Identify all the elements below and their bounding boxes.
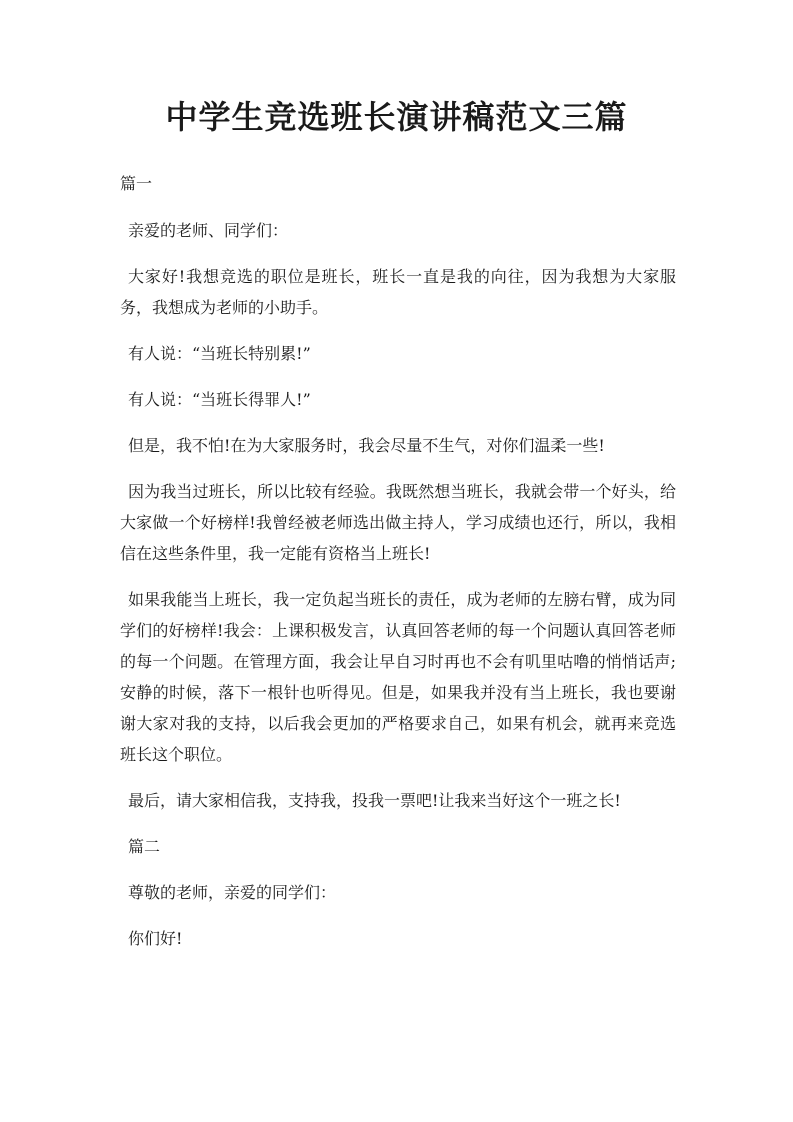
section-heading-1: 篇一 <box>120 174 153 193</box>
body-paragraph: 因为我当过班长，所以比较有经验。我既然想当班长，我就会带一个好头，给大家做一个好榜样!我曾经被老师选出做主持人，学习成绩也还行，所以，我相信在这些条件里，我一定能有资格当上班长! <box>120 482 676 563</box>
body-paragraph: 有人说：“当班长得罪人!” <box>128 390 311 409</box>
document-body <box>120 168 676 969</box>
body-paragraph: 但是，我不怕!在为大家服务时，我会尽量不生气，对你们温柔一些! <box>128 436 605 455</box>
body-paragraph: 大家好!我想竞选的职位是班长，班长一直是我的向往，因为我想为大家服务，我想成为老师的小助手。 <box>120 267 676 317</box>
body-paragraph: 如果我能当上班长，我一定负起当班长的责任，成为老师的左膀右臂，成为同学们的好榜样!我会：上课积极发言，认真回答老师的每一个问题认真回答老师的每一个问题。在管理方面，我会让早自习时再也不会有叽里咕噜的悄悄话声;安静的时候，落下一根针也听得见。但是，如果我并没有当上班长，我也要谢谢大家对我的支持，以后我会更加的严格要求自己，如果有机会，就再来竞选班长这个职位。 <box>120 590 676 764</box>
body-paragraph: 你们好! <box>128 929 183 948</box>
body-paragraph: 有人说：“当班长特别累!” <box>128 344 311 363</box>
section-heading-2: 篇二 <box>128 837 161 856</box>
document-title: 中学生竞选班长演讲稿范文三篇 <box>165 98 628 136</box>
salutation-1: 亲爱的老师、同学们： <box>128 221 289 240</box>
body-paragraph: 最后，请大家相信我，支持我，投我一票吧!让我来当好这个一班之长! <box>128 791 621 810</box>
salutation-2: 尊敬的老师，亲爱的同学们： <box>128 883 337 902</box>
